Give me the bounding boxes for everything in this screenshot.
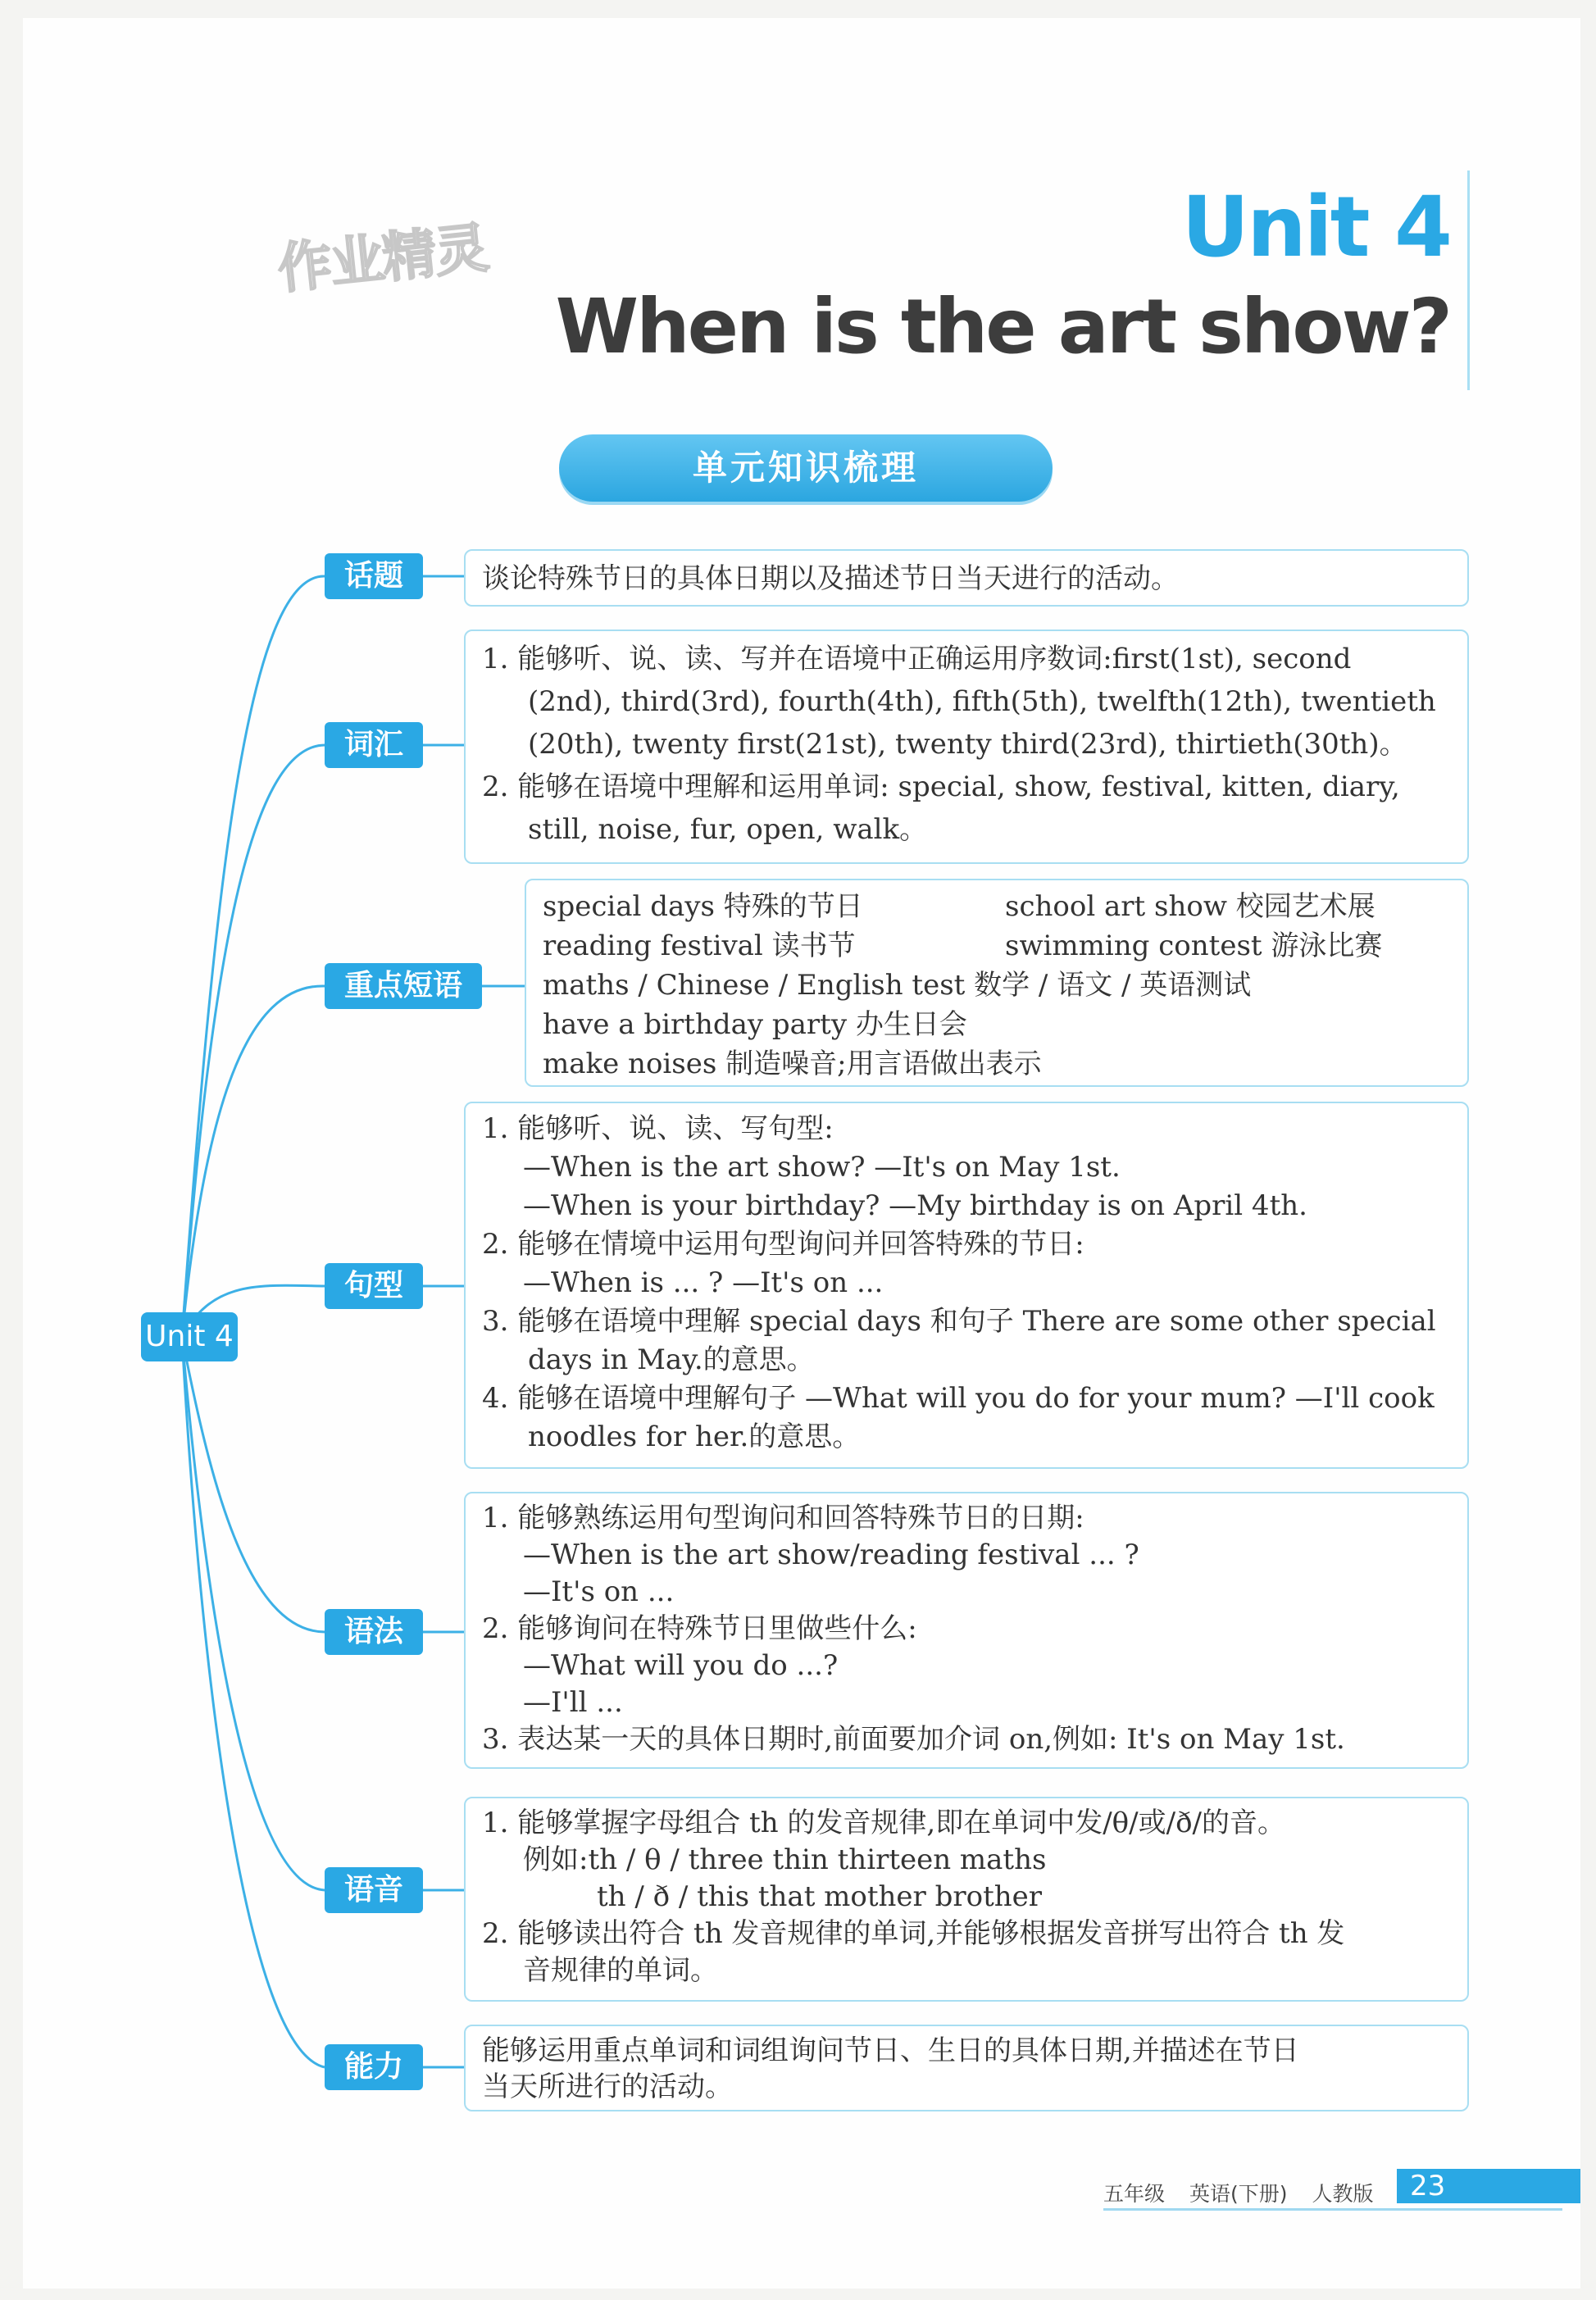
root-node: Unit 4: [141, 1312, 238, 1361]
ability-line: 能够运用重点单词和词组询问节日、生日的具体日期,并描述在节日: [482, 2034, 1299, 2067]
watermark: 作业精灵: [275, 216, 490, 302]
vocab-line: 2. 能够在语境中理解和运用单词: special, show, festival, kitten, diary,: [482, 770, 1400, 803]
page-number: 23: [1410, 2170, 1446, 2202]
branch-grammar: 语法: [325, 1609, 423, 1655]
grammar-line: 2. 能够询问在特殊节日里做些什么:: [482, 1612, 917, 1645]
phrase-item: special days 特殊的节日: [543, 890, 863, 923]
connector-phrases: [182, 986, 325, 1337]
footer-grade: 五年级: [1103, 2182, 1166, 2206]
phrase-item: reading festival 读书节: [543, 930, 856, 962]
phonics-line: th / ð / this that mother brother: [597, 1880, 1043, 1913]
sentence-line: noodles for her.的意思。: [528, 1420, 861, 1453]
phonics-line: 音规律的单词。: [523, 1954, 718, 1987]
connector-grammar: [182, 1337, 325, 1632]
sentence-line: 1. 能够听、说、读、写句型:: [482, 1112, 834, 1145]
grammar-line: —I'll ...: [523, 1686, 623, 1719]
sentence-line: 2. 能够在情境中运用句型询问并回答特殊的节日:: [482, 1228, 1084, 1261]
phrase-row: [543, 887, 1451, 926]
sentences-box: [464, 1102, 1469, 1469]
footer-edition: 人教版: [1312, 2182, 1374, 2206]
branch-vocab: 词汇: [325, 722, 423, 768]
phonics-box: [464, 1797, 1469, 2002]
phrase-item: swimming contest 游泳比赛: [1005, 930, 1383, 962]
footer: [1103, 2178, 1391, 2207]
phrase-row: [543, 926, 1451, 966]
grammar-line: —What will you do ...?: [523, 1649, 839, 1682]
sentence-line: —When is ... ? —It's on ...: [523, 1266, 884, 1299]
phonics-line: 1. 能够掌握字母组合 th 的发音规律,即在单词中发/θ/或/ð/的音。: [482, 1807, 1285, 1839]
phrase-item: make noises 制造噪音;用言语做出表示: [543, 1048, 1042, 1080]
vocab-line: (2nd), third(3rd), fourth(4th), fifth(5th), twelfth(12th), twentieth: [528, 685, 1436, 718]
grammar-box: [464, 1492, 1469, 1769]
grammar-line: 3. 表达某一天的具体日期时,前面要加介词 on,例如: It's on May 1st.: [482, 1723, 1345, 1756]
phrase-item: school art show 校园艺术展: [1005, 890, 1375, 923]
connector-ability: [182, 1337, 325, 2067]
sentence-line: 4. 能够在语境中理解句子 —What will you do for your mum? —I'll cook: [482, 1382, 1435, 1415]
vocab-line: still, noise, fur, open, walk。: [528, 813, 928, 846]
vocab-line: 1. 能够听、说、读、写并在语境中正确运用序数词:first(1st), second: [482, 643, 1352, 675]
connector-vocab: [182, 745, 325, 1337]
vocab-line: (20th), twenty first(21st), twenty third(23rd), thirtieth(30th)。: [528, 728, 1407, 761]
page-number-badge: [1397, 2169, 1580, 2203]
branch-phonics: 语音: [325, 1867, 423, 1913]
phonics-line: 2. 能够读出符合 th 发音规律的单词,并能够根据发音拼写出符合 th 发: [482, 1917, 1345, 1950]
grammar-line: —It's on ...: [523, 1575, 675, 1608]
branch-topic: 话题: [325, 553, 423, 599]
phrase-item: maths / Chinese / English test 数学 / 语文 / 英语测试: [543, 969, 1252, 1002]
grammar-line: —When is the art show/reading festival ... ?: [523, 1539, 1139, 1571]
phrases-box: [525, 879, 1469, 1087]
unit-title: Unit 4: [1181, 179, 1450, 276]
vocab-box: [464, 630, 1469, 864]
ability-box: [464, 2025, 1469, 2111]
sentence-line: 3. 能够在语境中理解 special days 和句子 There are some other special: [482, 1305, 1436, 1338]
phrase-item: have a birthday party 办生日会: [543, 1008, 967, 1041]
sentence-line: —When is the art show? —It's on May 1st.: [523, 1151, 1121, 1184]
section-banner: 单元知识梳理: [559, 434, 1053, 502]
branch-sentences: 句型: [325, 1263, 423, 1309]
sentence-line: days in May.的意思。: [528, 1343, 815, 1376]
sentence-line: —When is your birthday? —My birthday is on April 4th.: [523, 1189, 1307, 1222]
topic-box: [464, 549, 1469, 607]
footer-subject: 英语(下册): [1189, 2182, 1288, 2206]
lesson-title: When is the art show?: [555, 283, 1450, 370]
connector-topic: [182, 576, 325, 1337]
footer-divider: [1103, 2208, 1562, 2211]
phonics-line: 例如:th / θ / three thin thirteen maths: [523, 1843, 1047, 1876]
topic-text: 谈论特殊节日的具体日期以及描述节日当天进行的活动。: [482, 562, 1179, 595]
branch-phrases: 重点短语: [325, 963, 482, 1009]
branch-ability: 能力: [325, 2044, 423, 2090]
grammar-line: 1. 能够熟练运用句型询问和回答特殊节日的日期:: [482, 1502, 1084, 1534]
ability-line: 当天所进行的活动。: [482, 2070, 733, 2103]
